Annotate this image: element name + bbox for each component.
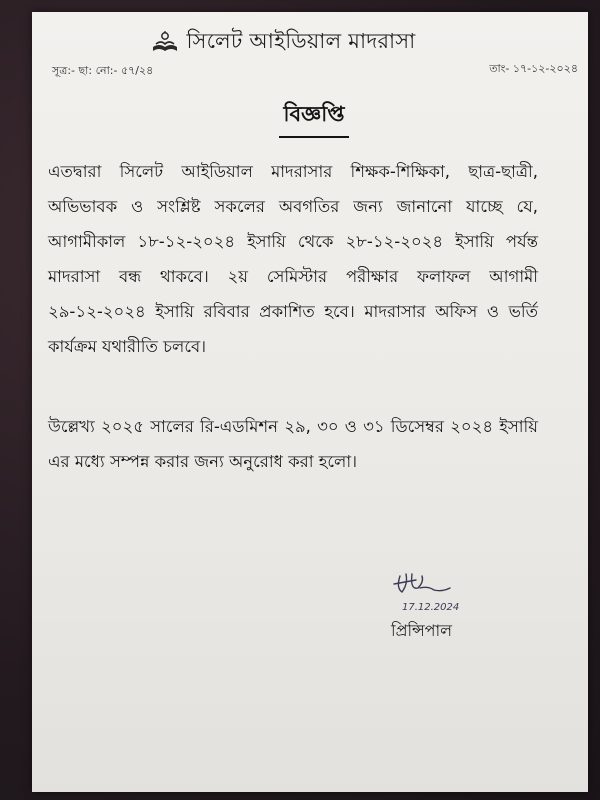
signatory-designation: প্রিন্সিপাল [391,621,453,640]
organization-name: সিলেট আইডিয়াল মাদরাসা [186,28,416,53]
notice-paragraph-2: উল্লেখ্য ২০২৫ সালের রি-এডমিশন ২৯, ৩০ ও ৩১ ডিসেম্বর ২০২৪ ইসায়ি এর মধ্যে সম্পন্ন করার জন্য অনুরোধ করা হলো। [48,417,538,471]
issue-date: তাং- ১৭-১২-২০২৪ [489,62,578,75]
reference-number: সূত্র:- ছা: নো:- ৫৭/২৪ [52,64,154,77]
notice-paragraph-1: এতদ্বারা সিলেট আইডিয়াল মাদরাসার শিক্ষক-শিক্ষিকা, ছাত্র-ছাত্রী, অভিভাবক ও সংশ্লিষ্ট সকলের অবগতির জন্য জানানো যাচ্ছে যে, আগামীকাল ১৮-১২-২০২৪ ইসায়ি থেকে ২৮-১২-২০২৪ ইসায়ি পর্যন্ত মাদরাসা বন্ধ থাকবে। ২য় সেমিস্টার পরীক্ষার ফলাফল আগামী ২৯-১২-২০২৪ ইসায়ি রবিবার প্রকাশিত হবে। মাদরাসার অফিস ও ভর্তি কার্যক্রম যথারীতি চলবে। [48,162,538,356]
book-logo-icon [151,29,179,55]
notice-title: বিজ্ঞপ্তি [279,98,348,138]
handwritten-signature [372,566,472,618]
letterhead [118,22,448,62]
notice-title-wrapper [0,98,600,138]
svg-text:17.12.2024: 17.12.2024 [402,602,460,613]
